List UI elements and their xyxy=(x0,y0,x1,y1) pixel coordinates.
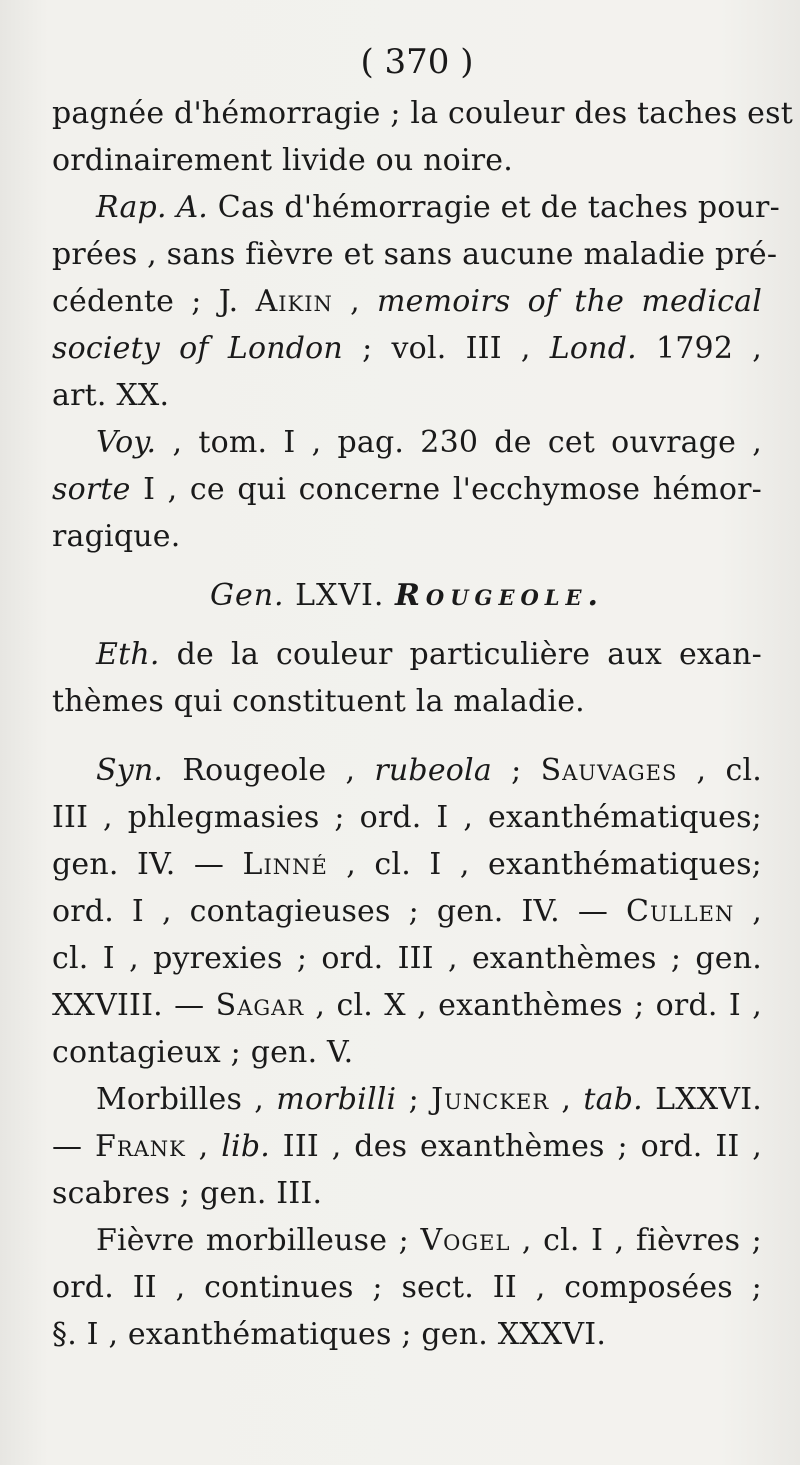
syn-label: Syn. xyxy=(96,753,164,788)
text-span: , cl. X , exanthèmes ; ord. I , xyxy=(304,988,762,1023)
text-span: III , des exanthèmes ; ord. II , xyxy=(269,1129,762,1164)
text-line xyxy=(52,841,762,888)
text-line xyxy=(52,325,762,372)
paragraph-voy xyxy=(52,419,762,560)
text-span: , xyxy=(734,894,762,929)
author-name: Frank xyxy=(95,1129,186,1164)
text-span: LXXVI. xyxy=(642,1082,763,1117)
text-line xyxy=(52,982,762,1029)
genus-number: LXVI. xyxy=(284,578,395,613)
text-span: Morbilles , xyxy=(96,1082,277,1117)
text-line xyxy=(52,184,780,231)
text-line: contagieux ; gen. V. xyxy=(52,1035,354,1070)
text-line xyxy=(52,1123,762,1170)
text-line: pagnée d'hémorragie ; la couleur des taches est xyxy=(52,96,793,131)
paragraph-continuation xyxy=(52,90,793,184)
latin-term: rubeola xyxy=(374,753,492,788)
text-span: gen. IV. — xyxy=(52,847,243,882)
text-span: Rougeole , xyxy=(163,753,375,788)
text-line: scabres ; gen. III. xyxy=(52,1176,323,1211)
page-number: ( 370 ) xyxy=(360,42,474,82)
paragraph-fievre xyxy=(52,1217,762,1358)
work-title: memoirs of the medical xyxy=(377,284,762,319)
paragraph-syn xyxy=(52,747,762,1076)
text-line xyxy=(52,419,762,466)
text-span: Fièvre morbilleuse ; xyxy=(96,1223,421,1258)
author-name: Juncker xyxy=(431,1082,550,1117)
text-span: ; xyxy=(396,1082,432,1117)
genus-heading xyxy=(52,572,762,619)
paragraph-morbilles xyxy=(52,1076,762,1217)
text-span: , tom. I , pag. 230 de cet ouvrage , xyxy=(156,425,762,460)
text-span: ; xyxy=(491,753,541,788)
text-line: ord. II , continues ; sect. II , composées ; xyxy=(52,1270,762,1305)
text-span: XXVIII. — xyxy=(52,988,216,1023)
text-line xyxy=(52,1217,762,1264)
sorte-label: sorte xyxy=(52,472,131,507)
text-span: ord. I , contagieuses ; gen. IV. — xyxy=(52,894,627,929)
text-line xyxy=(52,747,762,794)
voy-label: Voy. xyxy=(96,425,157,460)
text-line: III , phlegmasies ; ord. I , exanthématiques; xyxy=(52,800,762,835)
rap-label: Rap. A. xyxy=(96,190,209,225)
text-line xyxy=(52,466,762,513)
lib-label: lib. xyxy=(221,1129,270,1164)
genus-name: Rougeole. xyxy=(394,578,604,613)
city-name: Lond. xyxy=(549,331,637,366)
text-line: prées , sans fièvre et sans aucune maladie pré- xyxy=(52,237,778,272)
text-line: §. I , exanthématiques ; gen. XXXVI. xyxy=(52,1317,607,1352)
eth-label: Eth. xyxy=(96,637,160,672)
text-span: ; vol. III , xyxy=(342,331,550,366)
text-line xyxy=(52,278,762,325)
author-name: Sagar xyxy=(215,988,305,1023)
author-name: Cullen xyxy=(626,894,735,929)
text-line: ragique. xyxy=(52,519,181,554)
text-span: , xyxy=(549,1082,584,1117)
author-name: Linné xyxy=(242,847,328,882)
text-span: Cas d'hémorragie et de taches pour- xyxy=(217,190,780,225)
author-name: Aikin xyxy=(255,284,333,319)
text-span: — xyxy=(52,1129,96,1164)
genus-prefix: Gen. xyxy=(210,578,285,613)
text-span: , xyxy=(185,1129,222,1164)
latin-term: morbilli xyxy=(276,1082,397,1117)
text-span: , cl. I , fièvres ; xyxy=(510,1223,762,1258)
work-title: society of London xyxy=(52,331,343,366)
tab-label: tab. xyxy=(583,1082,643,1117)
text-span: , cl. I , exanthématiques; xyxy=(327,847,762,882)
text-line: cl. I , pyrexies ; ord. III , exanthèmes ; gen. xyxy=(52,941,762,976)
text-span: de la couleur particulière aux exan- xyxy=(159,637,762,672)
text-line xyxy=(52,888,762,935)
text-span: I , ce qui concerne l'ecchymose hémor- xyxy=(130,472,762,507)
author-name: Vogel xyxy=(420,1223,511,1258)
author-name: Sauvages xyxy=(540,753,678,788)
text-span: 1792 , xyxy=(636,331,763,366)
text-span: , cl. xyxy=(677,753,762,788)
paragraph-rap xyxy=(52,184,780,419)
text-line xyxy=(52,1076,762,1123)
text-line xyxy=(52,631,762,678)
text-line: ordinairement livide ou noire. xyxy=(52,143,513,178)
text-span: cédente ; J. xyxy=(52,284,256,319)
text-span: , xyxy=(332,284,378,319)
paragraph-eth xyxy=(52,631,762,725)
text-line: art. XX. xyxy=(52,378,170,413)
text-line: thèmes qui constituent la maladie. xyxy=(52,684,585,719)
